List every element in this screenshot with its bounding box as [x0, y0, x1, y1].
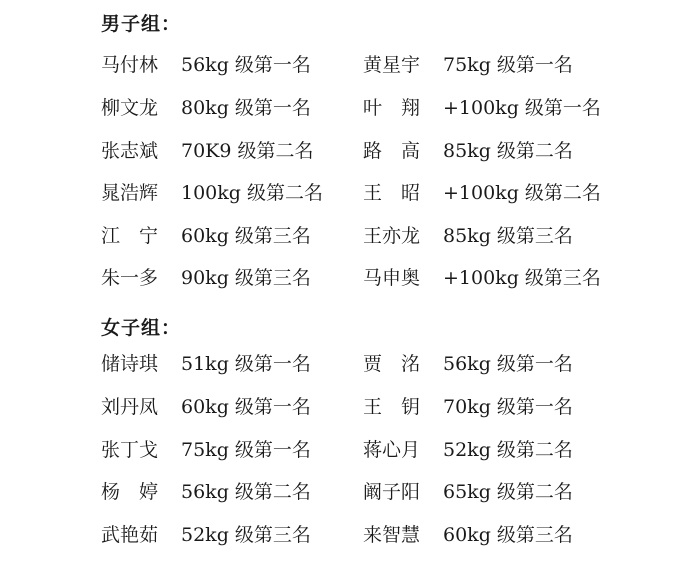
athlete-result: 52kg 级第二名 [443, 439, 573, 461]
athlete-result: 80kg 级第一名 [181, 97, 311, 119]
athlete-name: 王亦龙 [363, 225, 421, 247]
athlete-result: 51kg 级第一名 [181, 353, 311, 375]
women-group-heading: 女子组： [101, 317, 182, 339]
athlete-name: 马申奥 [363, 267, 421, 289]
athlete-result: +100kg 级第一名 [443, 97, 601, 119]
men-group-heading: 男子组： [101, 13, 182, 35]
athlete-name: 马付林 [101, 54, 159, 76]
men-row [0, 178, 700, 208]
athlete-result: 85kg 级第二名 [443, 140, 573, 162]
men-row [0, 50, 700, 80]
athlete-name: 储诗琪 [101, 353, 159, 375]
men-row [0, 93, 700, 123]
athlete-result: 60kg 级第一名 [181, 396, 311, 418]
athlete-name: 江 宁 [101, 225, 159, 247]
athlete-name: 黄星宇 [363, 54, 421, 76]
men-row [0, 221, 700, 251]
athlete-result: 75kg 级第一名 [181, 439, 311, 461]
men-row [0, 136, 700, 166]
athlete-result: +100kg 级第二名 [443, 182, 601, 204]
athlete-result: 56kg 级第二名 [181, 481, 311, 503]
athlete-name: 来智慧 [363, 524, 421, 546]
women-row [0, 349, 700, 379]
athlete-name: 阚子阳 [363, 481, 421, 503]
women-row [0, 392, 700, 422]
athlete-name: 蒋心月 [363, 439, 421, 461]
athlete-result: 56kg 级第一名 [443, 353, 573, 375]
men-row [0, 263, 700, 293]
women-row [0, 435, 700, 465]
athlete-name: 叶 翔 [363, 97, 421, 119]
women-row [0, 520, 700, 550]
athlete-name: 张丁戈 [101, 439, 159, 461]
athlete-result: 70K9 级第二名 [181, 140, 314, 162]
athlete-name: 贾 洺 [363, 353, 421, 375]
athlete-result: 70kg 级第一名 [443, 396, 573, 418]
athlete-name: 路 高 [363, 140, 421, 162]
athlete-result: 85kg 级第三名 [443, 225, 573, 247]
athlete-name: 杨 婷 [101, 481, 159, 503]
athlete-name: 晁浩辉 [101, 182, 159, 204]
athlete-result: 56kg 级第一名 [181, 54, 311, 76]
athlete-result: 52kg 级第三名 [181, 524, 311, 546]
athlete-name: 王 昭 [363, 182, 421, 204]
athlete-result: 75kg 级第一名 [443, 54, 573, 76]
athlete-name: 张志斌 [101, 140, 159, 162]
athlete-result: 65kg 级第二名 [443, 481, 573, 503]
athlete-name: 武艳茹 [101, 524, 159, 546]
athlete-result: 60kg 级第三名 [443, 524, 573, 546]
athlete-name: 刘丹凤 [101, 396, 159, 418]
athlete-result: 60kg 级第三名 [181, 225, 311, 247]
athlete-name: 朱一多 [101, 267, 159, 289]
athlete-name: 王 钥 [363, 396, 421, 418]
women-row [0, 477, 700, 507]
athlete-result: 90kg 级第三名 [181, 267, 311, 289]
athlete-result: 100kg 级第二名 [181, 182, 323, 204]
athlete-result: +100kg 级第三名 [443, 267, 601, 289]
athlete-name: 柳文龙 [101, 97, 159, 119]
